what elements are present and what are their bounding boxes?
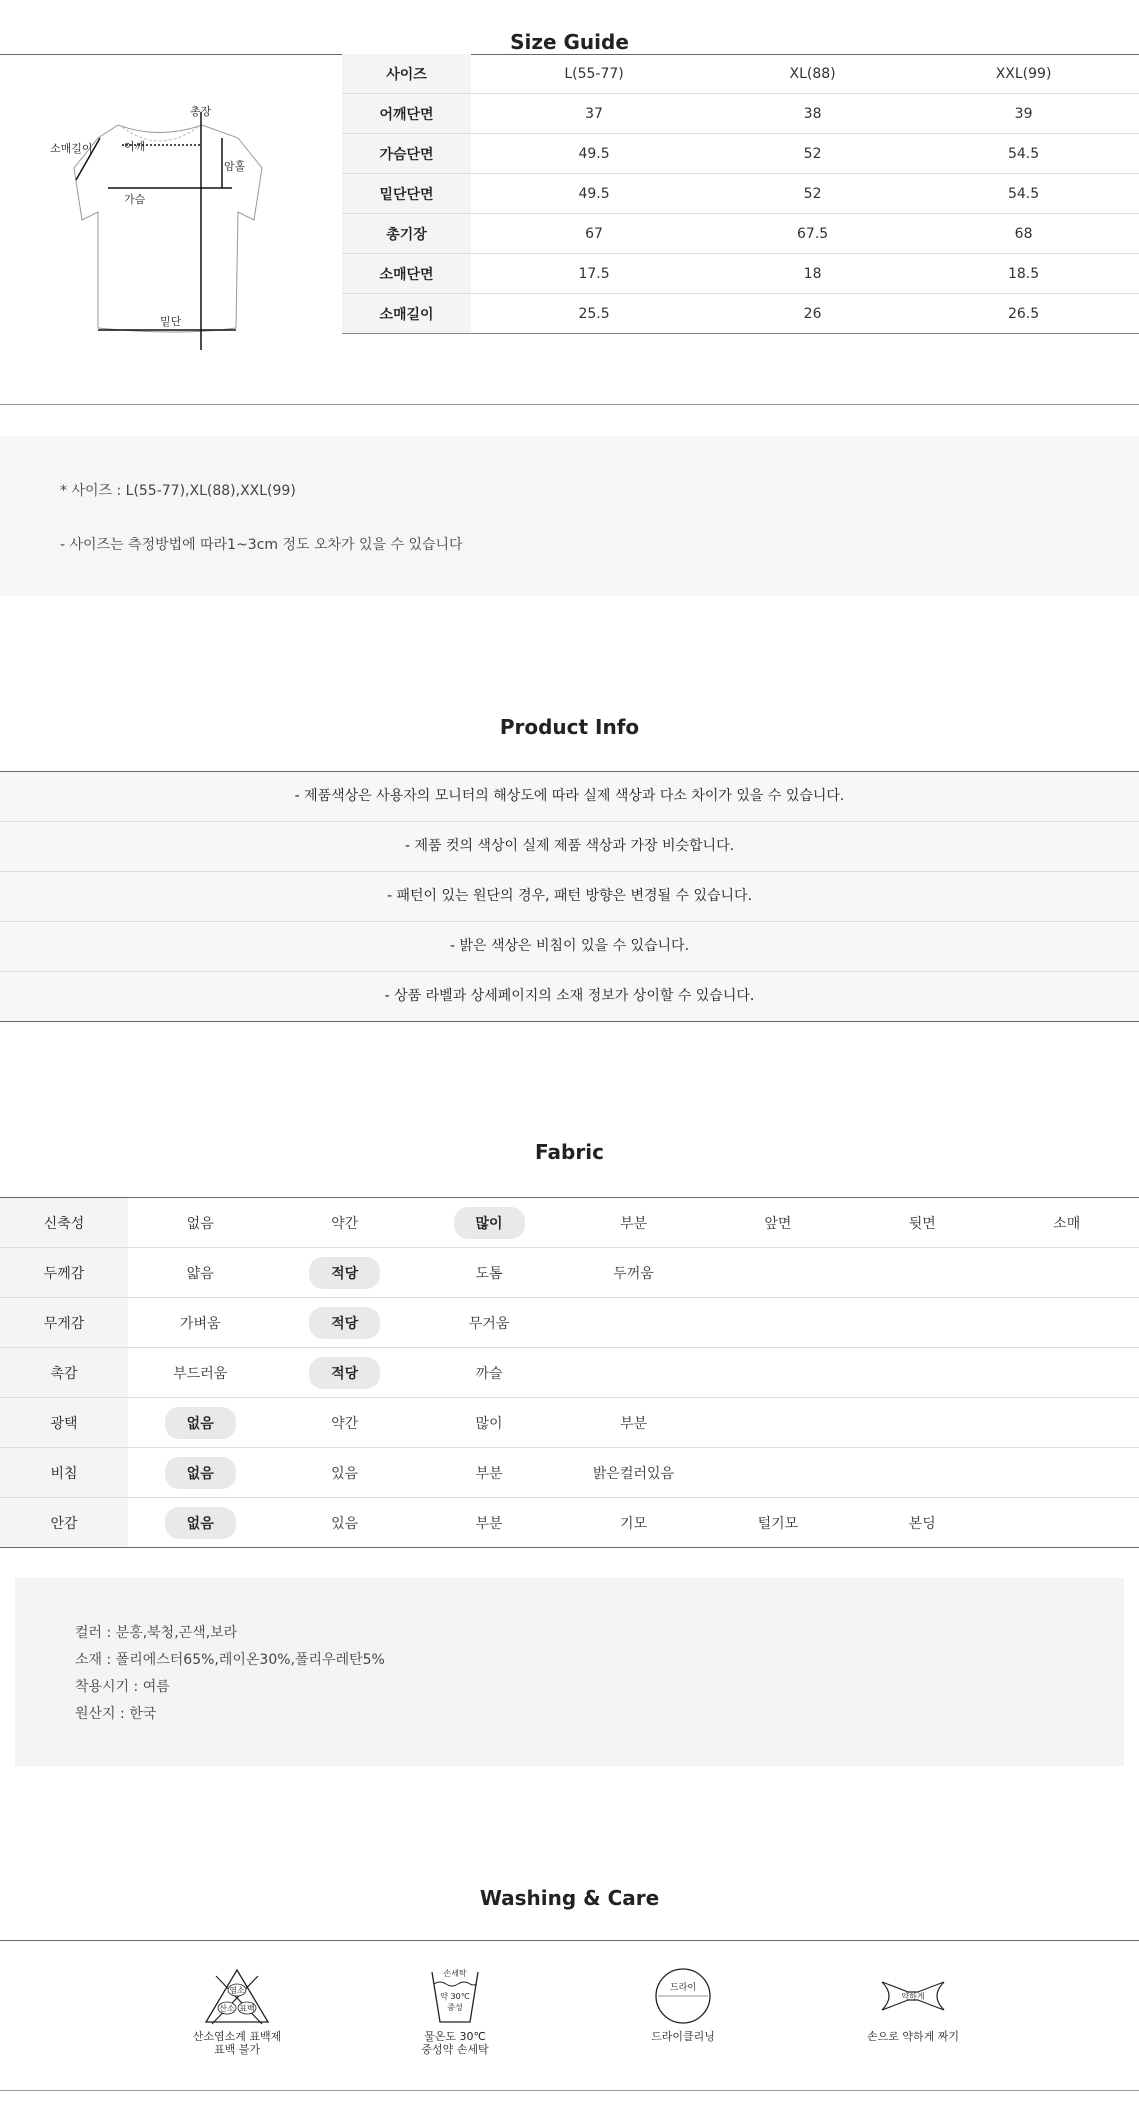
fabric-attribute-label: 무게감 [0, 1298, 128, 1348]
fabric-option-selected: 많이 [454, 1207, 525, 1239]
size-value-cell: 25.5 [471, 294, 717, 334]
size-row-label: 사이즈 [342, 54, 471, 94]
fabric-option-cell [128, 1198, 272, 1248]
size-value-cell: 26.5 [908, 294, 1139, 334]
size-value-cell: 37 [471, 94, 717, 134]
fabric-option-cell [417, 1198, 561, 1248]
size-table-row [342, 214, 1139, 254]
fabric-option: 없음 [186, 1215, 214, 1232]
note-sizes: * 사이즈 : L(55-77),XL(88),XXL(99) [60, 483, 296, 499]
size-value-cell: 49.5 [471, 134, 717, 174]
fabric-attribute-label: 두께감 [0, 1248, 128, 1298]
size-value-cell: 26 [717, 294, 908, 334]
label-armhole: 암홀 [224, 160, 246, 173]
fabric-option-cell [128, 1398, 272, 1448]
fabric-option: 무거움 [468, 1315, 510, 1332]
product-info-item: - 제품 컷의 색상이 실제 제품 색상과 가장 비슷합니다. [0, 822, 1139, 872]
fabric-option-cell [706, 1398, 850, 1448]
fabric-option: 기모 [619, 1515, 647, 1532]
size-row-label: 가슴단면 [342, 134, 471, 174]
size-table-row [342, 174, 1139, 214]
fabric-option: 얇음 [186, 1265, 214, 1282]
fabric-option: 도톰 [475, 1265, 503, 1282]
svg-text:중성: 중성 [447, 2003, 463, 2012]
fabric-option-cell [272, 1448, 416, 1498]
product-info-title: Product Info [499, 715, 640, 739]
fabric-option-cell [272, 1498, 416, 1548]
fabric-option-cell [850, 1298, 994, 1348]
fabric-option: 까슬 [475, 1365, 503, 1382]
fabric-option-cell [272, 1348, 416, 1398]
detail-material: 소재 : 폴리에스터65%,레이온30%,폴리우레탄5% [75, 1652, 385, 1668]
gentle-wring-icon [878, 1966, 948, 2026]
size-column-header: XXL(99) [908, 54, 1139, 94]
size-row-label: 소매단면 [342, 254, 471, 294]
size-row-label: 어깨단면 [342, 94, 471, 134]
fabric-option-cell [850, 1198, 994, 1248]
svg-text:손세탁: 손세탁 [443, 1969, 467, 1978]
fabric-attribute-label: 촉감 [0, 1348, 128, 1398]
fabric-option-cell [850, 1248, 994, 1298]
detail-color: 컬러 : 분홍,북청,곤색,보라 [75, 1625, 238, 1641]
fabric-row [0, 1398, 1139, 1448]
fabric-option-cell [995, 1248, 1139, 1298]
fabric-option: 소매 [1053, 1215, 1081, 1232]
fabric-option-cell [272, 1198, 416, 1248]
fabric-option-cell [561, 1298, 705, 1348]
fabric-attribute-label: 신축성 [0, 1198, 128, 1248]
wash-item-hand-wash [385, 1966, 525, 2056]
fabric-option-cell [128, 1448, 272, 1498]
fabric-option: 가벼움 [179, 1315, 221, 1332]
fabric-row [0, 1348, 1139, 1398]
fabric-option: 부분 [475, 1515, 503, 1532]
fabric-title: Fabric [535, 1140, 604, 1164]
fabric-row [0, 1248, 1139, 1298]
fabric-option-cell [706, 1198, 850, 1248]
size-row-label: 소매길이 [342, 294, 471, 334]
fabric-option-cell [706, 1248, 850, 1298]
fabric-option-cell [417, 1448, 561, 1498]
fabric-row [0, 1298, 1139, 1348]
fabric-option-cell [272, 1248, 416, 1298]
size-table-row [342, 134, 1139, 174]
size-value-cell: 54.5 [908, 174, 1139, 214]
svg-text:산소: 산소 [219, 2004, 235, 2013]
fabric-table [0, 1198, 1139, 1548]
fabric-option-cell [706, 1348, 850, 1398]
fabric-option-selected: 적당 [309, 1357, 380, 1389]
fabric-option: 있음 [331, 1515, 359, 1532]
wash-label: 드라이클리닝 [651, 2030, 715, 2043]
wash-item-no-bleach [167, 1966, 307, 2056]
wash-item-dry-clean [613, 1966, 753, 2043]
product-info-list [0, 772, 1139, 1022]
fabric-option: 부분 [619, 1215, 647, 1232]
fabric-option-cell [561, 1198, 705, 1248]
fabric-option-cell [561, 1248, 705, 1298]
fabric-option: 밝은컬러있음 [592, 1465, 675, 1482]
fabric-option: 본딩 [908, 1515, 936, 1532]
no-bleach-icon [202, 1966, 272, 2026]
fabric-option-cell [850, 1398, 994, 1448]
fabric-row [0, 1448, 1139, 1498]
size-value-cell: 52 [717, 174, 908, 214]
fabric-option-cell [417, 1248, 561, 1298]
size-table-header-row [342, 54, 1139, 94]
fabric-option-cell [561, 1448, 705, 1498]
wash-label: 손으로 약하게 짜기 [866, 2030, 959, 2043]
svg-text:표백: 표백 [239, 2004, 255, 2013]
fabric-option-cell [272, 1298, 416, 1348]
label-chest: 가슴 [124, 193, 146, 206]
label-shoulder: 어깨 [124, 140, 146, 153]
product-info-item: - 패턴이 있는 원단의 경우, 패턴 방향은 변경될 수 있습니다. [0, 872, 1139, 922]
washing-title: Washing & Care [479, 1886, 660, 1910]
svg-text:약하게: 약하게 [901, 1992, 925, 2001]
fabric-option: 부분 [475, 1465, 503, 1482]
product-details [15, 1578, 1124, 1766]
fabric-row [0, 1198, 1139, 1248]
fabric-option-cell [850, 1348, 994, 1398]
size-column-header: XL(88) [717, 54, 908, 94]
fabric-option-cell [706, 1498, 850, 1548]
fabric-option-cell [850, 1448, 994, 1498]
wash-label: 산소염소계 표백제 표백 불가 [192, 2030, 282, 2056]
fabric-option-cell [417, 1398, 561, 1448]
fabric-option-cell [272, 1398, 416, 1448]
fabric-attribute-label: 비침 [0, 1448, 128, 1498]
size-value-cell: 67.5 [717, 214, 908, 254]
size-value-cell: 17.5 [471, 254, 717, 294]
size-row-label: 밑단단면 [342, 174, 471, 214]
fabric-option-cell [417, 1348, 561, 1398]
divider [0, 2090, 1139, 2091]
fabric-option: 있음 [331, 1465, 359, 1482]
fabric-option-cell [128, 1498, 272, 1548]
dry-clean-icon [648, 1966, 718, 2026]
fabric-option-selected: 없음 [165, 1407, 236, 1439]
size-column-header: L(55-77) [471, 54, 717, 94]
label-total: 총장 [190, 105, 212, 118]
svg-text:드라이: 드라이 [669, 1983, 697, 1993]
label-hem: 밑단 [160, 315, 182, 328]
wash-item-gentle-wring [843, 1966, 983, 2043]
svg-text:약 30℃: 약 30℃ [440, 1992, 470, 2001]
size-value-cell: 49.5 [471, 174, 717, 214]
size-value-cell: 52 [717, 134, 908, 174]
fabric-option: 두꺼움 [613, 1265, 654, 1282]
fabric-option-cell [561, 1498, 705, 1548]
fabric-option: 약간 [331, 1415, 359, 1432]
label-sleeve-length: 소매길이 [50, 142, 93, 155]
fabric-option-cell [417, 1298, 561, 1348]
divider [0, 1940, 1139, 1941]
size-value-cell: 39 [908, 94, 1139, 134]
fabric-option-cell [706, 1298, 850, 1348]
product-info-item: - 제품색상은 사용자의 모니터의 해상도에 따라 실제 색상과 다소 차이가 있을 수 있습니다. [0, 772, 1139, 822]
fabric-attribute-label: 안감 [0, 1498, 128, 1548]
fabric-option: 털기모 [757, 1515, 799, 1532]
fabric-option: 부드러움 [173, 1365, 228, 1382]
size-table [342, 54, 1139, 334]
size-value-cell: 18.5 [908, 254, 1139, 294]
fabric-option-cell [995, 1398, 1139, 1448]
fabric-row [0, 1498, 1139, 1548]
size-guide-title: Size Guide [510, 30, 629, 54]
fabric-option-cell [995, 1348, 1139, 1398]
detail-season: 착용시기 : 여름 [75, 1679, 170, 1695]
fabric-option-cell [995, 1198, 1139, 1248]
fabric-option: 많이 [475, 1415, 503, 1432]
size-value-cell: 67 [471, 214, 717, 254]
hand-wash-30-icon [420, 1966, 490, 2026]
fabric-option-cell [995, 1448, 1139, 1498]
fabric-option-cell [128, 1248, 272, 1298]
size-value-cell: 68 [908, 214, 1139, 254]
size-table-row [342, 254, 1139, 294]
detail-origin: 원산지 : 한국 [75, 1706, 157, 1722]
fabric-option-selected: 적당 [309, 1257, 380, 1289]
fabric-option-selected: 없음 [165, 1457, 236, 1489]
fabric-option-cell [561, 1348, 705, 1398]
fabric-option-cell [706, 1448, 850, 1498]
size-value-cell: 18 [717, 254, 908, 294]
fabric-option-cell [995, 1298, 1139, 1348]
size-table-row [342, 294, 1139, 334]
fabric-option: 부분 [619, 1415, 647, 1432]
fabric-option: 약간 [331, 1215, 359, 1232]
size-row-label: 총기장 [342, 214, 471, 254]
size-table-row [342, 94, 1139, 134]
fabric-option: 앞면 [764, 1215, 792, 1232]
fabric-option-selected: 적당 [309, 1307, 380, 1339]
svg-text:염소: 염소 [229, 1986, 245, 1995]
divider [0, 404, 1139, 405]
size-value-cell: 38 [717, 94, 908, 134]
fabric-option-cell [128, 1298, 272, 1348]
fabric-option: 뒷면 [908, 1215, 936, 1232]
product-info-item: - 밝은 색상은 비침이 있을 수 있습니다. [0, 922, 1139, 972]
fabric-option-cell [995, 1498, 1139, 1548]
fabric-attribute-label: 광택 [0, 1398, 128, 1448]
fabric-option-selected: 없음 [165, 1507, 236, 1539]
note-measurement: - 사이즈는 측정방법에 따라1~3cm 정도 오차가 있을 수 있습니다 [60, 537, 463, 553]
fabric-option-cell [850, 1498, 994, 1548]
fabric-option-cell [128, 1348, 272, 1398]
tshirt-measurement-diagram [40, 100, 280, 360]
size-value-cell: 54.5 [908, 134, 1139, 174]
fabric-option-cell [417, 1498, 561, 1548]
wash-label: 물온도 30℃ 중성약 손세탁 [421, 2030, 489, 2056]
size-notes [0, 436, 1139, 596]
product-info-item: - 상품 라벨과 상세페이지의 소재 정보가 상이할 수 있습니다. [0, 972, 1139, 1022]
fabric-option-cell [561, 1398, 705, 1448]
